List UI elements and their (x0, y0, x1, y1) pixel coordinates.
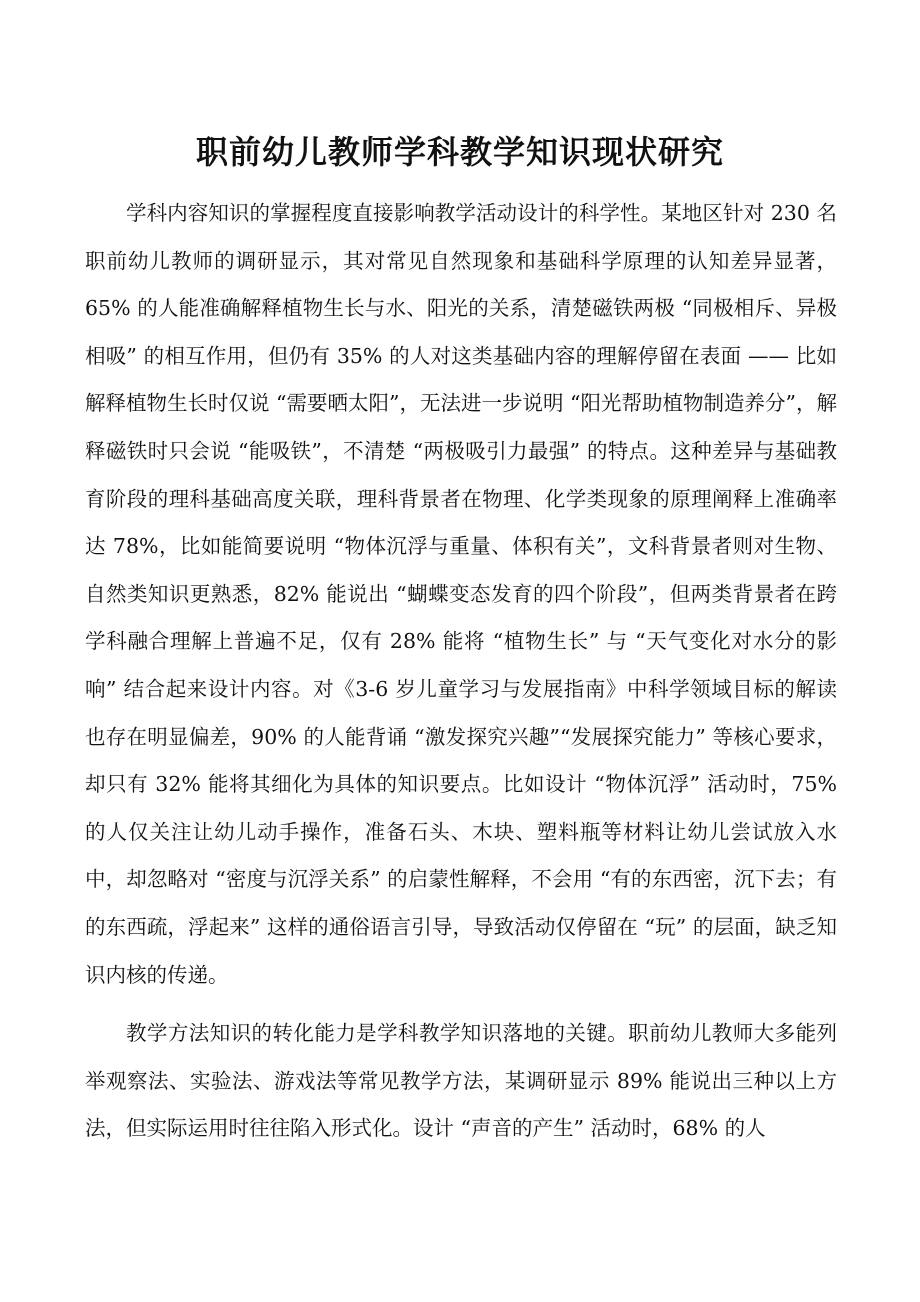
body-paragraph-1: 学科内容知识的掌握程度直接影响教学活动设计的科学性。某地区针对 230 名职前幼儿教师的调研显示，其对常见自然现象和基础科学原理的认知差异显著，65% 的人能准确解释植物生长与水、阳光的关系，清楚磁铁两极 “同极相斥、异极相吸” 的相互作用，但仍有 35% 的人对这类基础内容的理解停留在表面 —— 比如解释植物生长时仅说 “需要晒太阳”，无法进一步说明 “阳光帮助植物制造养分”，解释磁铁时只会说 “能吸铁”，不清楚 “两极吸引力最强” 的特点。这种差异与基础教育阶段的理科基础高度关联，理科背景者在物理、化学类现象的原理阐释上准确率达 78%，比如能简要说明 “物体沉浮与重量、体积有关”，文科背景者则对生物、自然类知识更熟悉，82% 能说出 “蝴蝶变态发育的四个阶段”，但两类背景者在跨学科融合理解上普遍不足，仅有 28% 能将 “植物生长” 与 “天气变化对水分的影响” 结合起来设计内容。对《3-6 岁儿童学习与发展指南》中科学领域目标的解读也存在明显偏差，90% 的人能背诵 “激发探究兴趣”“发展探究能力” 等核心要求，却只有 32% 能将其细化为具体的知识要点。比如设计 “物体沉浮” 活动时，75% 的人仅关注让幼儿动手操作，准备石头、木块、塑料瓶等材料让幼儿尝试放入水中，却忽略对 “密度与沉浮关系” 的启蒙性解释，不会用 “有的东西密，沉下去；有的东西疏，浮起来” 这样的通俗语言引导，导致活动仅停留在 “玩” 的层面，缺乏知识内核的传递。 (85, 201, 837, 987)
body-paragraph-2: 教学方法知识的转化能力是学科教学知识落地的关键。职前幼儿教师大多能列举观察法、实验法、游戏法等常见教学方法，某调研显示 89% 能说出三种以上方法，但实际运用时往往陷入形式化。设计 “声音的产生” 活动时，68% 的人 (85, 1021, 837, 1141)
document-title: 职前幼儿教师学科教学知识现状研究 (195, 133, 724, 171)
